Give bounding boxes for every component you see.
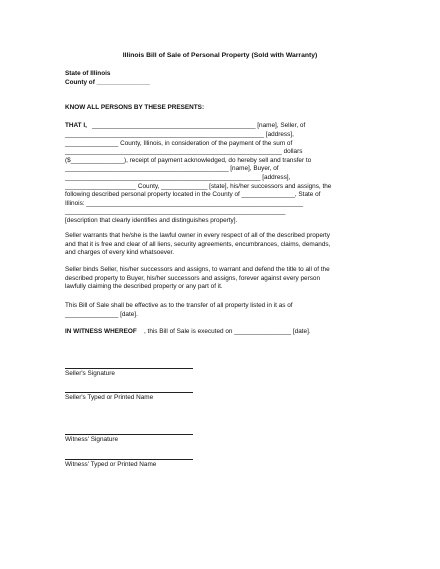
state-county-block	[65, 70, 365, 87]
witness-line	[65, 328, 365, 337]
body-line: [description that clearly identifies and distinguishes property].	[65, 216, 238, 224]
body-line: _______________ County, Illinois, in consideration of the payment of the sum of	[65, 139, 293, 147]
seller-printed-name-line	[65, 392, 193, 393]
seller-signature-label: Seller's Signature	[65, 370, 115, 377]
seller-printed-name-label: Seller's Typed or Printed Name	[65, 394, 154, 401]
presents-heading: KNOW ALL PERSONS BY THESE PRESENTS:	[65, 104, 205, 111]
body-line: Illinois: _____________________________________________________________	[65, 199, 304, 207]
body-line: _______________________________________________________ [address],	[65, 173, 291, 181]
witness-printed-name-label: Witness' Typed or Printed Name	[65, 461, 157, 468]
execution-date-field: , this Bill of Sale is executed on ________________ [date].	[144, 328, 311, 335]
effective-date-paragraph	[65, 302, 365, 319]
paragraph-line: and that it is free and clear of all liens, security agreements, encumbrances, claims, demands,	[65, 240, 331, 248]
body-line: ($_______________), receipt of payment acknowledged, do hereby sell and transfer to	[65, 156, 312, 164]
warranty-paragraph	[65, 232, 365, 258]
seller-signature-line	[65, 368, 193, 369]
body-line: following described personal property located in the County of _______________, State of	[65, 191, 321, 199]
witness-printed-name-line	[65, 459, 193, 460]
witness-signature-label: Witness' Signature	[65, 436, 119, 443]
paragraph-line: lawfully claiming the described property or any part of it.	[65, 283, 223, 291]
transfer-clause	[65, 131, 365, 226]
body-line: ________________________________________________________ [address],	[65, 131, 294, 138]
that-i-line	[65, 122, 365, 131]
paragraph-line: This Bill of Sale shall be effective as to the transfer of all property listed in it as of	[65, 302, 293, 309]
body-line: ____________________ County, _____________ [state], his/her successors and assigns, the	[65, 182, 332, 190]
county-line: County of _______________	[65, 78, 150, 86]
paragraph-line: Seller warrants that he/she is the lawful owner in every respect of all of the described property	[65, 232, 330, 239]
defend-title-paragraph	[65, 266, 365, 292]
witness-signature-line	[65, 434, 193, 435]
body-line: ______________________________________________________________	[65, 208, 286, 216]
paragraph-line: Seller binds Seller, his/her successors and assigns, to warrant and defend the title to all of the	[65, 266, 330, 273]
seller-name-field: ______________________________________________ [name], Seller, of	[92, 122, 306, 129]
body-line: ______________________________________________ [name], Buyer, of	[65, 165, 279, 173]
state-line: State of Illinois	[65, 70, 111, 77]
paragraph-line: and charges of every kind whatsoever.	[65, 249, 175, 257]
body-line: _____________________________________________________________ dollars	[65, 148, 303, 156]
paragraph-line: described property to Buyer, his/her successors and assigns, forever against every person	[65, 274, 321, 282]
that-i-label: THAT I,	[65, 122, 87, 129]
paragraph-line: _______________ [date].	[65, 310, 138, 318]
document-title: Illinois Bill of Sale of Personal Property (Sold with Warranty)	[122, 52, 318, 59]
witness-label: IN WITNESS WHEREOF	[65, 328, 137, 335]
